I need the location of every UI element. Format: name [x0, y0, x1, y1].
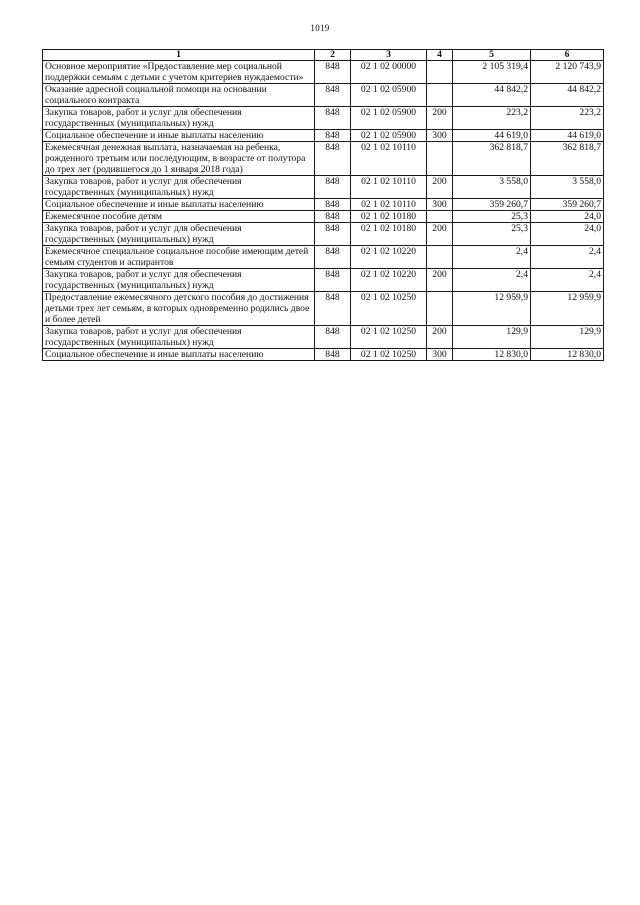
row-amount-year2-cell: 2 120 743,9	[531, 61, 604, 84]
row-vr-cell	[427, 246, 453, 269]
row-grbs-cell: 848	[315, 130, 351, 142]
table-row	[43, 84, 604, 107]
row-name-cell: Ежемесячное специальное социальное пособие имеющим детей семьям студентов и аспирантов	[43, 246, 315, 269]
row-amount-year2-cell: 24,0	[531, 223, 604, 246]
row-csr-cell: 02 1 02 10250	[351, 292, 427, 326]
row-csr-cell: 02 1 02 10250	[351, 349, 427, 361]
row-name-cell: Социальное обеспечение и иные выплаты населению	[43, 349, 315, 361]
row-vr-cell: 300	[427, 130, 453, 142]
row-csr-cell: 02 1 02 10180	[351, 211, 427, 223]
row-name-cell: Социальное обеспечение и иные выплаты населению	[43, 199, 315, 211]
column-header: 6	[531, 50, 604, 61]
row-amount-year2-cell: 359 260,7	[531, 199, 604, 211]
row-grbs-cell: 848	[315, 107, 351, 130]
row-csr-cell: 02 1 02 05900	[351, 84, 427, 107]
row-vr-cell: 200	[427, 176, 453, 199]
column-header: 2	[315, 50, 351, 61]
row-amount-year1-cell: 223,2	[453, 107, 531, 130]
row-grbs-cell: 848	[315, 292, 351, 326]
column-header: 4	[427, 50, 453, 61]
table-row	[43, 223, 604, 246]
row-vr-cell	[427, 84, 453, 107]
row-amount-year1-cell: 129,9	[453, 326, 531, 349]
column-header: 1	[43, 50, 315, 61]
row-amount-year2-cell: 44 619,0	[531, 130, 604, 142]
row-amount-year2-cell: 24,0	[531, 211, 604, 223]
row-vr-cell: 200	[427, 326, 453, 349]
row-vr-cell	[427, 61, 453, 84]
row-amount-year1-cell: 2,4	[453, 246, 531, 269]
row-amount-year2-cell: 2,4	[531, 269, 604, 292]
row-amount-year2-cell: 12 830,0	[531, 349, 604, 361]
row-amount-year2-cell: 223,2	[531, 107, 604, 130]
row-amount-year1-cell: 25,3	[453, 211, 531, 223]
table-row	[43, 349, 604, 361]
row-vr-cell: 200	[427, 107, 453, 130]
page-number: 1019	[310, 23, 330, 33]
row-csr-cell: 02 1 02 05900	[351, 107, 427, 130]
row-vr-cell	[427, 142, 453, 176]
row-grbs-cell: 848	[315, 84, 351, 107]
table-row	[43, 211, 604, 223]
row-csr-cell: 02 1 02 10250	[351, 326, 427, 349]
row-vr-cell	[427, 292, 453, 326]
row-grbs-cell: 848	[315, 211, 351, 223]
row-csr-cell: 02 1 02 10180	[351, 223, 427, 246]
row-amount-year1-cell: 2,4	[453, 269, 531, 292]
row-csr-cell: 02 1 02 10220	[351, 269, 427, 292]
row-amount-year1-cell: 362 818,7	[453, 142, 531, 176]
table-row	[43, 246, 604, 269]
row-name-cell: Ежемесячная денежная выплата, назначаемая на ребенка, рожденного третьим или последующим, в возрасте от полутора до трех лет (родившегося до 1 января 2018 года)	[43, 142, 315, 176]
column-header: 3	[351, 50, 427, 61]
row-csr-cell: 02 1 02 10110	[351, 199, 427, 211]
row-grbs-cell: 848	[315, 246, 351, 269]
budget-table	[42, 49, 604, 361]
row-csr-cell: 02 1 02 10110	[351, 142, 427, 176]
table-row	[43, 130, 604, 142]
row-name-cell: Закупка товаров, работ и услуг для обеспечения государственных (муниципальных) нужд	[43, 269, 315, 292]
table-row	[43, 269, 604, 292]
row-name-cell: Основное мероприятие «Предоставление мер социальной поддержки семьям с детьми с учетом критериев нуждаемости»	[43, 61, 315, 84]
row-amount-year2-cell: 362 818,7	[531, 142, 604, 176]
row-amount-year2-cell: 12 959,9	[531, 292, 604, 326]
row-amount-year2-cell: 2,4	[531, 246, 604, 269]
table-header-row	[43, 50, 604, 61]
table-row	[43, 107, 604, 130]
row-vr-cell: 300	[427, 349, 453, 361]
row-grbs-cell: 848	[315, 176, 351, 199]
row-amount-year1-cell: 359 260,7	[453, 199, 531, 211]
row-amount-year1-cell: 44 619,0	[453, 130, 531, 142]
row-name-cell: Закупка товаров, работ и услуг для обеспечения государственных (муниципальных) нужд	[43, 107, 315, 130]
table-row	[43, 176, 604, 199]
row-grbs-cell: 848	[315, 61, 351, 84]
row-name-cell: Закупка товаров, работ и услуг для обеспечения государственных (муниципальных) нужд	[43, 223, 315, 246]
row-name-cell: Предоставление ежемесячного детского пособия до достижения детьми трех лет семьям, в которых одновременно родились двое и более детей	[43, 292, 315, 326]
row-name-cell: Ежемесячное пособие детям	[43, 211, 315, 223]
row-vr-cell: 200	[427, 223, 453, 246]
row-csr-cell: 02 1 02 10220	[351, 246, 427, 269]
row-vr-cell: 300	[427, 199, 453, 211]
row-grbs-cell: 848	[315, 223, 351, 246]
table-row	[43, 142, 604, 176]
row-grbs-cell: 848	[315, 142, 351, 176]
table-row	[43, 61, 604, 84]
row-name-cell: Закупка товаров, работ и услуг для обеспечения государственных (муниципальных) нужд	[43, 326, 315, 349]
row-amount-year1-cell: 2 105 319,4	[453, 61, 531, 84]
row-grbs-cell: 848	[315, 199, 351, 211]
row-name-cell: Социальное обеспечение и иные выплаты населению	[43, 130, 315, 142]
row-grbs-cell: 848	[315, 326, 351, 349]
row-amount-year2-cell: 129,9	[531, 326, 604, 349]
row-name-cell: Закупка товаров, работ и услуг для обеспечения государственных (муниципальных) нужд	[43, 176, 315, 199]
column-header: 5	[453, 50, 531, 61]
row-amount-year2-cell: 3 558,0	[531, 176, 604, 199]
row-amount-year1-cell: 12 830,0	[453, 349, 531, 361]
table-body	[43, 61, 604, 361]
row-amount-year2-cell: 44 842,2	[531, 84, 604, 107]
row-vr-cell: 200	[427, 269, 453, 292]
row-grbs-cell: 848	[315, 349, 351, 361]
row-name-cell: Оказание адресной социальной помощи на основании социального контракта	[43, 84, 315, 107]
row-csr-cell: 02 1 02 05900	[351, 130, 427, 142]
row-grbs-cell: 848	[315, 269, 351, 292]
table-row	[43, 292, 604, 326]
row-amount-year1-cell: 25,3	[453, 223, 531, 246]
row-amount-year1-cell: 44 842,2	[453, 84, 531, 107]
row-vr-cell	[427, 211, 453, 223]
row-csr-cell: 02 1 02 10110	[351, 176, 427, 199]
table-row	[43, 199, 604, 211]
row-amount-year1-cell: 3 558,0	[453, 176, 531, 199]
row-amount-year1-cell: 12 959,9	[453, 292, 531, 326]
row-csr-cell: 02 1 02 00000	[351, 61, 427, 84]
table-row	[43, 326, 604, 349]
